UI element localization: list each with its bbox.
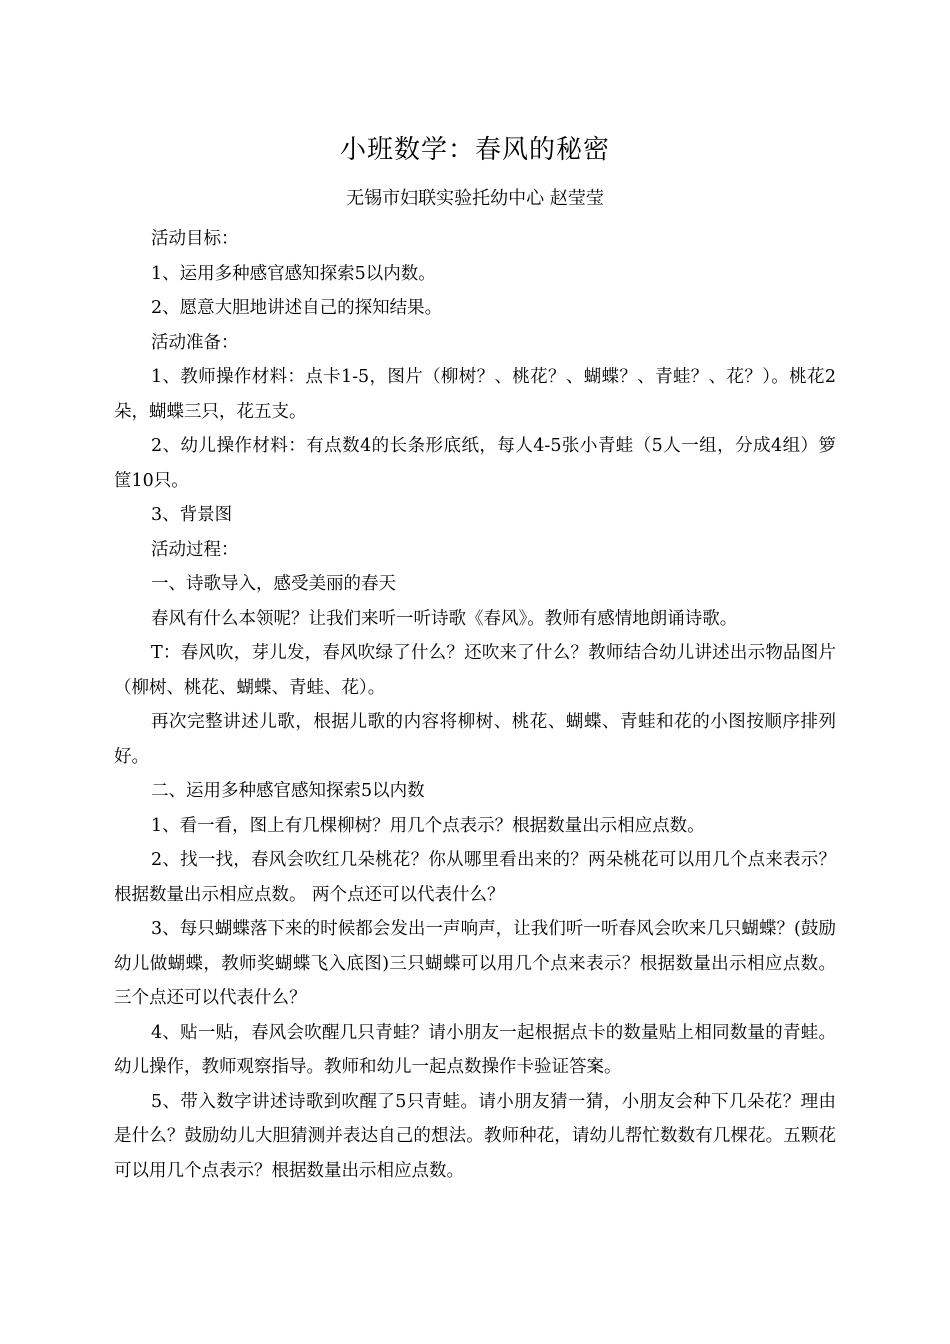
document-title: 小班数学：春风的秘密 bbox=[339, 135, 610, 165]
paragraph: T：春风吹，芽儿发，春风吹绿了什么？还吹来了什么？教师结合幼儿讲述出示物品图片（柳树、桃花、蝴蝶、青蛙、花）。 bbox=[114, 643, 836, 698]
paragraph: 活动准备： bbox=[151, 332, 239, 353]
paragraph: 1、看一看，图上有几棵柳树？用几个点表示？根据数量出示相应点数。 bbox=[151, 815, 705, 836]
document-body bbox=[114, 222, 836, 1188]
paragraph: 1、运用多种感官感知探索5以内数。 bbox=[151, 263, 436, 284]
paragraph: 活动过程： bbox=[151, 539, 239, 560]
document-author: 无锡市妇联实验托幼中心 赵莹莹 bbox=[346, 188, 604, 209]
paragraph: 2、找一找，春风会吹红几朵桃花？你从哪里看出来的？两朵桃花可以用几个点来表示？根据数量出示相应点数。 两个点还可以代表什么？ bbox=[114, 850, 836, 905]
paragraph: 活动目标： bbox=[151, 229, 239, 249]
paragraph: 春风有什么本领呢？让我们来听一听诗歌《春风》。教师有感情地朗诵诗歌。 bbox=[151, 608, 738, 629]
paragraph: 2、幼儿操作材料：有点数4的长条形底纸，每人4-5张小青蛙（5人一组，分成4组）箩筐10只。 bbox=[114, 436, 836, 491]
paragraph: 3、背景图 bbox=[151, 505, 233, 525]
paragraph: 2、愿意大胆地讲述自己的探知结果。 bbox=[151, 298, 443, 318]
paragraph: 3、每只蝴蝶落下来的时候都会发出一声响声，让我们听一听春风会吹来几只蝴蝶？(鼓励幼儿做蝴蝶，教师奖蝴蝶飞入底图)三只蝴蝶可以用几个点来表示？根据数量出示相应点数。三个点还可以代表什么？ bbox=[114, 919, 836, 1008]
paragraph: 一、诗歌导入，感受美丽的春天 bbox=[151, 574, 396, 594]
paragraph: 1、教师操作材料：点卡1-5，图片（柳树？、桃花？、蝴蝶？、青蛙？、花？）。桃花2朵，蝴蝶三只，花五支。 bbox=[114, 367, 836, 422]
paragraph: 4、贴一贴，春风会吹醒几只青蛙？请小朋友一起根据点卡的数量贴上相同数量的青蛙。幼儿操作，教师观察指导。教师和幼儿一起点数操作卡验证答案。 bbox=[114, 1022, 836, 1077]
paragraph: 5、带入数字讲述诗歌到吹醒了5只青蛙。请小朋友猜一猜，小朋友会种下几朵花？理由是什么？鼓励幼儿大胆猜测并表达自己的想法。教师种花，请幼儿帮忙数数有几棵花。五颗花可以用几个点表示？根据数量出示相应点数。 bbox=[114, 1091, 836, 1181]
paragraph: 二、运用多种感官感知探索5以内数 bbox=[151, 781, 425, 801]
paragraph: 再次完整讲述儿歌，根据儿歌的内容将柳树、桃花、蝴蝶、青蛙和花的小图按顺序排列好。 bbox=[114, 712, 836, 767]
